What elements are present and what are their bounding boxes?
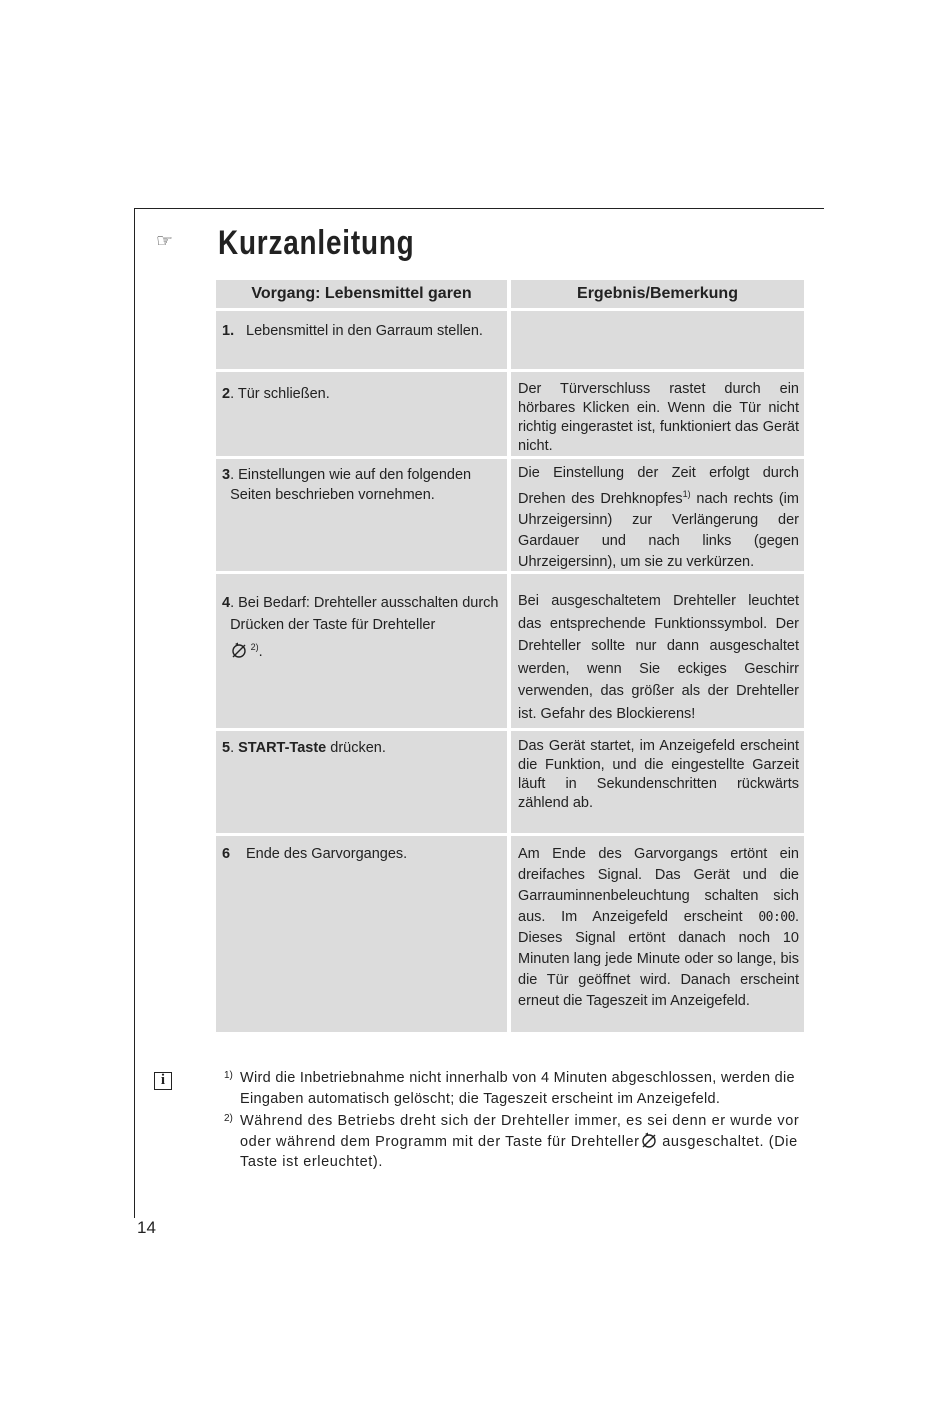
step-number: 4 <box>222 595 231 611</box>
result-cell <box>511 311 804 369</box>
result-text-part: Am Ende des Garvorgangs ertönt ein dreifaches Signal. Das Gerät und die Garrauminnenbeleuchtung schalten sich aus. Im Anzeigefeld erscheint <box>518 846 799 925</box>
step-number: 2 <box>222 386 231 402</box>
step-number: 3 <box>222 467 231 483</box>
table-row <box>216 372 804 456</box>
footnote-text <box>240 1111 804 1172</box>
step-text: Ende des Garvorganges. <box>246 846 408 862</box>
turntable-off-icon <box>640 1131 658 1149</box>
header-right: Ergebnis/Bemerkung <box>511 280 804 308</box>
footnote-text-part: ausgeschaltet. (Die Taste ist erleuchtet). <box>240 1134 798 1170</box>
step-cell <box>216 459 507 571</box>
step-number: 1. <box>222 323 235 339</box>
footnote-mark: 1) <box>224 1070 233 1081</box>
table-row <box>216 459 804 571</box>
step-text: . Einstellungen wie auf den folgenden Seiten beschrieben vornehmen. <box>230 467 472 503</box>
result-cell: Der Türverschluss rastet durch ein hörbares Klicken ein. Wenn die Tür nicht richtig eingerastet ist, funktioniert das Gerät nicht. <box>511 372 804 456</box>
page-title: Kurzanleitung <box>218 224 415 262</box>
step-cell <box>216 731 507 833</box>
table-header-row <box>216 280 804 308</box>
footnote-text-part: Während des Betriebs dreht sich der Drehteller immer, es sei denn er wurde vor oder während dem Programm mit der Taste für Drehteller <box>240 1113 800 1150</box>
step-text-end: . <box>258 643 263 660</box>
instruction-table <box>216 280 804 1035</box>
step-number: 5 <box>222 740 231 756</box>
step-text <box>230 738 499 758</box>
result-cell: Das Gerät startet, im Anzeigefeld erscheint die Funktion, und die eingestellte Garzeit läuft in Sekundenschritten rückwärts zählend ab. <box>511 731 804 833</box>
step-text: . Tür schließen. <box>230 386 330 402</box>
step-cell <box>216 836 507 1032</box>
result-text-part: Die Einstellung der Zeit erfolgt durch Drehen des Drehknopfes <box>518 465 799 507</box>
turntable-off-icon <box>230 641 248 659</box>
page-frame-top-line <box>134 208 824 209</box>
result-cell <box>511 836 804 1032</box>
result-cell: Bei ausgeschaltetem Drehteller leuchtet das entsprechende Funktionssymbol. Der Drehteller sollte nur dann ausgeschaltet werden, wenn Sie eckiges Geschirr verwenden, das größer als der Drehteller ist. Gefahr des Blockierens! <box>511 574 804 728</box>
footnote <box>224 1111 804 1172</box>
pointing-hand-icon: ☞ <box>156 230 174 252</box>
footnotes <box>224 1068 804 1173</box>
footnote-mark: 2) <box>224 1113 233 1124</box>
page-number: 14 <box>137 1218 156 1237</box>
footnote <box>224 1068 804 1110</box>
header-left: Vorgang: Lebensmittel garen <box>216 280 507 308</box>
footnote-ref: 1) <box>682 489 691 499</box>
step-text-part: . Bei Bedarf: Drehteller ausschalten durch Drücken der Taste für Drehteller <box>230 595 499 633</box>
footnote-ref: 2) <box>248 642 259 652</box>
step-text <box>230 592 499 663</box>
step-cell <box>216 372 507 456</box>
step-text-part: drücken. <box>326 740 386 756</box>
result-text-part: . Dieses Signal ertönt danach noch 10 Minuten lang jede Minute oder so lange, bis die Tür geöffnet wird. Danach erscheint erneut die Tageszeit im Anzeigefeld. <box>518 909 799 1009</box>
page-frame-left-line <box>134 208 135 1218</box>
result-cell <box>511 459 804 571</box>
step-number: 6 <box>222 846 231 862</box>
table-row <box>216 574 804 728</box>
step-text-part: . <box>230 740 239 756</box>
start-key-label: START-Taste <box>238 740 327 756</box>
footnote-text: Wird die Inbetriebnahme nicht innerhalb von 4 Minuten abgeschlossen, werden die Eingaben automatisch gelöscht; die Tageszeit erscheint im Anzeigefeld. <box>240 1070 795 1107</box>
step-cell <box>216 574 507 728</box>
step-cell <box>216 311 507 369</box>
info-icon: i <box>154 1072 172 1090</box>
table-row <box>216 311 804 369</box>
table-row <box>216 836 804 1032</box>
display-readout: 00:00 <box>758 910 795 925</box>
result-text-part: nach rechts (im Uhrzeigersinn) zur Verlängerung der Gardauer und nach links (gegen Uhrzeigersinn), um sie zu verkürzen. <box>518 490 799 570</box>
table-row <box>216 731 804 833</box>
step-text: Lebensmittel in den Garraum stellen. <box>246 323 483 339</box>
